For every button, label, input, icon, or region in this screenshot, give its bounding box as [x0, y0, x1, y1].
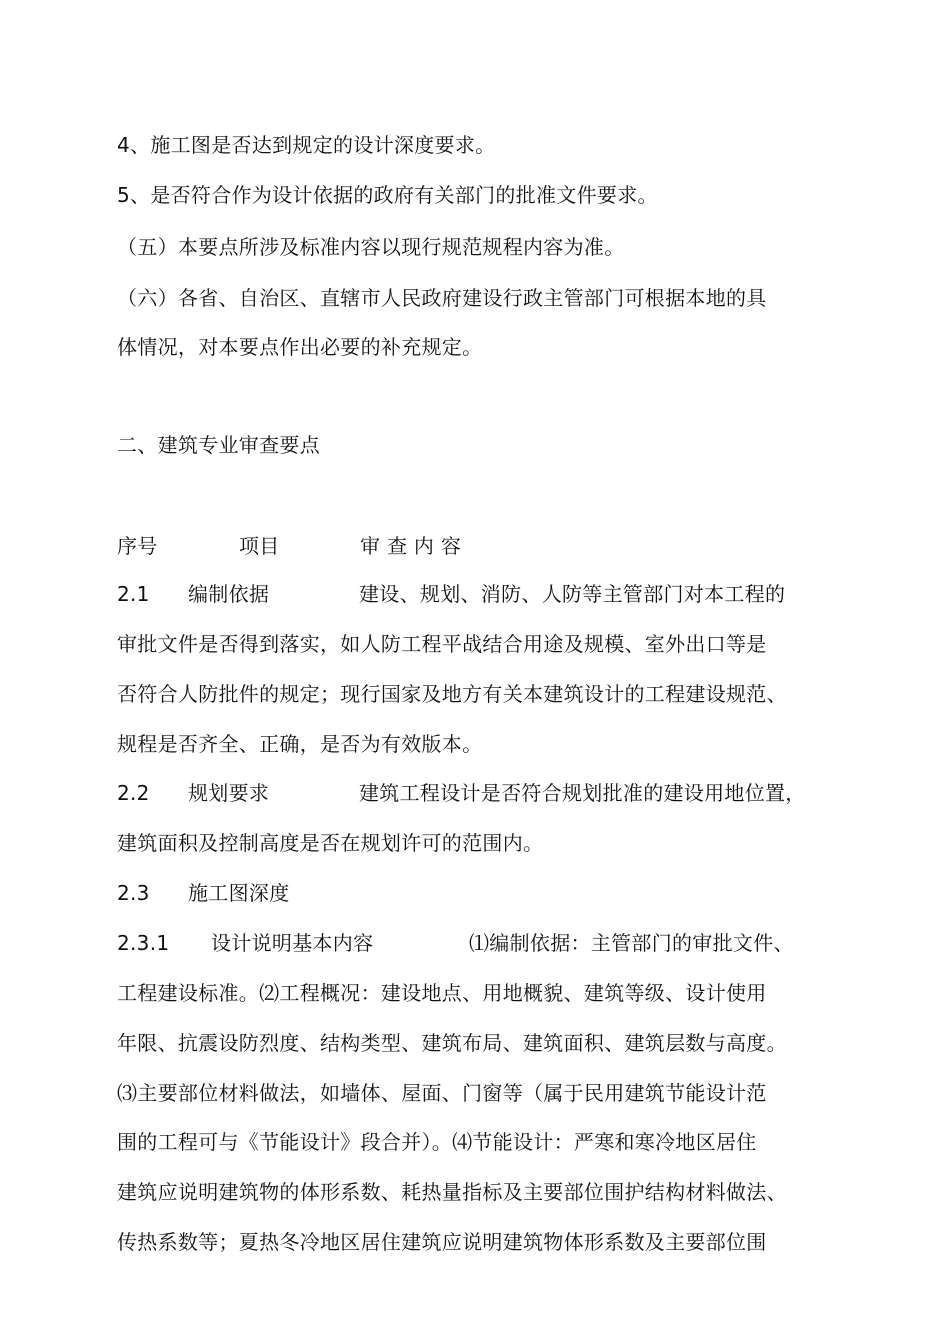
paragraph: 体情况，对本要点作出必要的补充规定。 — [117, 335, 483, 359]
column-header-item: 项目 — [239, 534, 280, 558]
paragraph: （五）本要点所涉及标准内容以现行规范规程内容为准。 — [117, 235, 625, 259]
row-number: 2.1 — [117, 582, 150, 606]
row-item: 编制依据 — [188, 582, 270, 606]
row-content-line: 建筑面积及控制高度是否在规划许可的范围内。 — [117, 831, 544, 855]
row-content-line: ⑶主要部位材料做法，如墙体、屋面、门窗等（属于民用建筑节能设计范 — [117, 1081, 767, 1105]
row-content-line: 规程是否齐全、正确，是否为有效版本。 — [117, 732, 483, 756]
row-number: 2.3.1 — [117, 931, 170, 955]
column-header-content: 审 查 内 容 — [360, 534, 462, 558]
row-number: 2.2 — [117, 781, 150, 805]
row-content-line: 审批文件是否得到落实，如人防工程平战结合用途及规模、室外出口等是 — [117, 632, 767, 656]
row-number: 2.3 — [117, 881, 150, 905]
row-item: 施工图深度 — [188, 881, 290, 905]
row-content: ⑴编制依据：主管部门的审批文件、 — [469, 931, 794, 955]
row-content-line: 年限、抗震设防烈度、结构类型、建筑布局、建筑面积、建筑层数与高度。 — [117, 1031, 787, 1055]
paragraph: （六）各省、自治区、直辖市人民政府建设行政主管部门可根据本地的具 — [117, 286, 767, 310]
column-header-number: 序号 — [117, 534, 158, 558]
row-content: 建筑工程设计是否符合规划批准的建设用地位置， — [359, 781, 806, 805]
row-content-line: 工程建设标准。⑵工程概况：建设地点、用地概貌、建筑等级、设计使用 — [117, 981, 767, 1005]
row-content-line: 传热系数等；夏热冬冷地区居住建筑应说明建筑物体形系数及主要部位围 — [117, 1230, 767, 1254]
section-title: 二、建筑专业审查要点 — [117, 433, 320, 457]
row-item: 设计说明基本内容 — [211, 931, 374, 955]
row-content: 建设、规划、消防、人防等主管部门对本工程的 — [359, 582, 786, 606]
row-content-line: 围的工程可与《节能设计》段合并）。⑷节能设计：严寒和寒冷地区居住 — [117, 1130, 757, 1154]
paragraph: 5、是否符合作为设计依据的政府有关部门的批准文件要求。 — [117, 183, 658, 207]
row-content-line: 否符合人防批件的规定；现行国家及地方有关本建筑设计的工程建设规范、 — [117, 682, 787, 706]
row-content-line: 建筑应说明建筑物的体形系数、耗热量指标及主要部位围护结构材料做法、 — [117, 1180, 787, 1204]
row-item: 规划要求 — [188, 781, 270, 805]
paragraph: 4、施工图是否达到规定的设计深度要求。 — [117, 133, 496, 157]
